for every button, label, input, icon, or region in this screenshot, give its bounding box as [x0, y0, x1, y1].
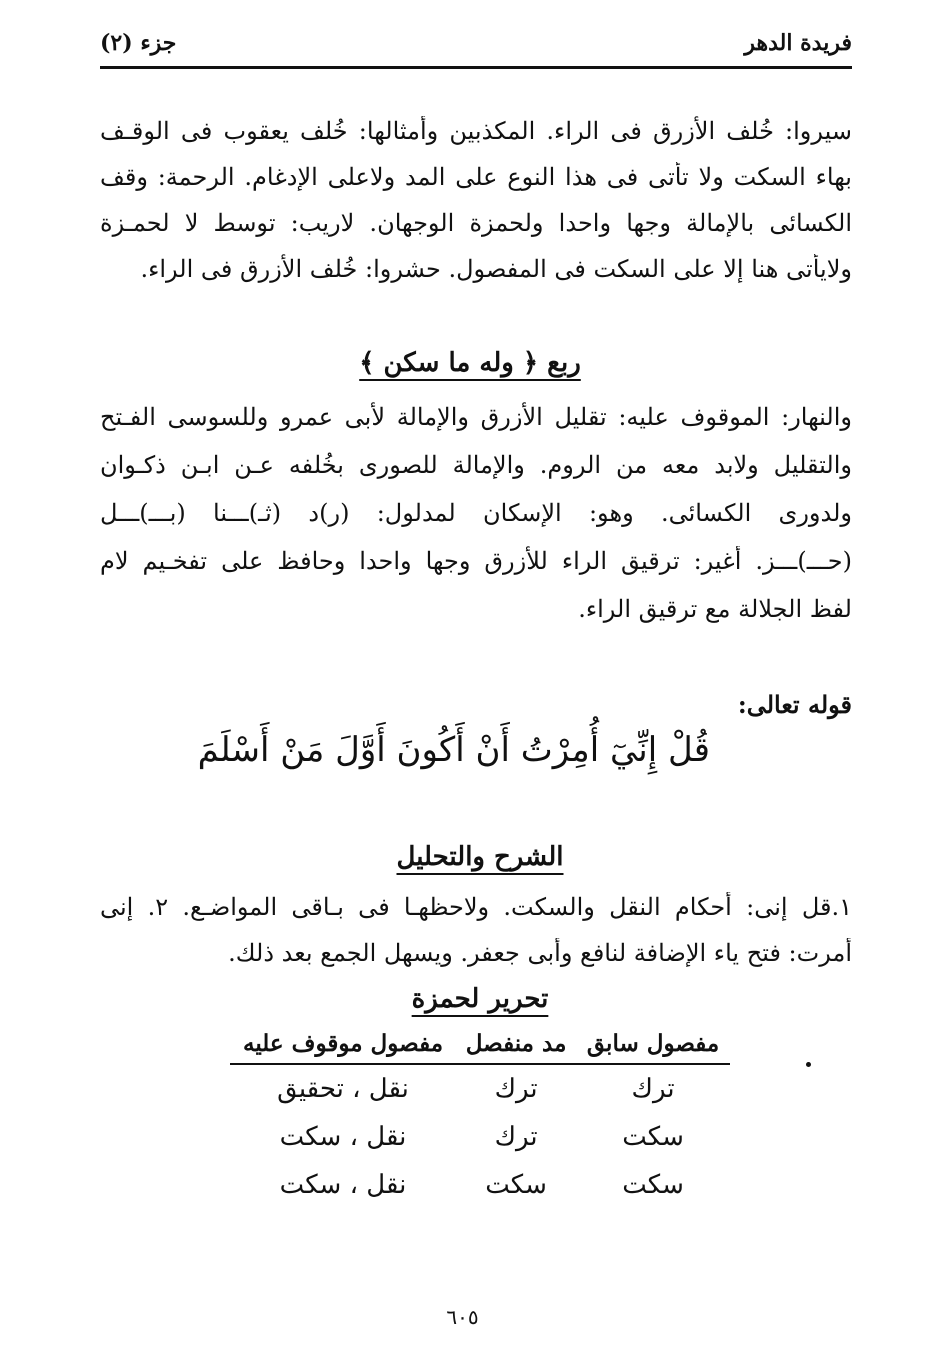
table-cell: نقل ، سكت [279, 1122, 407, 1152]
para2-line-4: (حـــ)ـــز. أغير: ترقيق الراء للأزرق وجها واحدا وحافظ على تفخـيم لام [100, 547, 852, 575]
table-cell: سكت [485, 1170, 547, 1200]
running-header [100, 28, 852, 64]
table-row [230, 1065, 730, 1113]
stray-dot [806, 1062, 811, 1067]
para3-line-1: ١.قل إنى: أحكام النقل والسكت. ولاحظهـا فى بـاقى المواضـع. ٢. إنى [100, 893, 852, 921]
header-rule [100, 66, 852, 69]
table-header-row [230, 1030, 730, 1065]
table-row [230, 1113, 730, 1161]
para2-line-3: ولدورى الكسائى. وهو: الإسكان لمدلول: (ر)د (ثـ)ـــنا (بـــ)ـــل [100, 499, 852, 527]
para2-line-1: والنهار: الموقوف عليه: تقليل الأزرق والإمالة لأبى عمرو وللسوسى الفـتح [100, 403, 852, 431]
volume-label: جزء (٢) [100, 30, 177, 56]
para3-line-2: أمرت: فتح ياء الإضافة لنافع وأبى جعفر. ويسهل الجمع بعد ذلك. [228, 939, 852, 967]
table-cell: ترك [494, 1074, 538, 1104]
quran-verse: قُلْ إِنِّيٓ أُمِرْتُ أَنْ أَكُونَ أَوَّلَ مَنْ أَسْلَمَ [197, 730, 710, 770]
column-header: مد منفصل [456, 1030, 576, 1065]
page-number: ٦٠٥ [446, 1305, 479, 1329]
sharh-heading: الشرح والتحليل [396, 842, 564, 872]
column-header: مفصول سابق [576, 1030, 730, 1065]
para1-line-1: سيروا: خُلف الأزرق فى الراء. المكذبين وأمثالها: خُلف يعقوب فى الوقـف [100, 117, 852, 145]
table-cell: ترك [494, 1122, 538, 1152]
hamza-table [230, 1030, 730, 1209]
para1-line-3: الكسائى بالإمالة وجها واحدا ولحمزة الوجهان. لاريب: توسط لا لحمـزة [100, 209, 852, 237]
section-heading: ربع ﴿ وله ما سكن ﴾ [359, 348, 581, 378]
table-cell: ترك [631, 1074, 675, 1104]
table-cell: سكت [622, 1122, 684, 1152]
table-row [230, 1161, 730, 1209]
para2-line-5: لفظ الجلالة مع ترقيق الراء. [578, 595, 852, 623]
column-header: مفصول موقوف عليه [230, 1030, 456, 1065]
table-cell: نقل ، تحقيق [277, 1074, 409, 1104]
verse-label: قوله تعالى: [737, 690, 852, 719]
para2-line-2: والتقليل ولابد معه من الروم. والإمالة للصورى بخُلفه عـن ابـن ذكـوان [100, 451, 852, 479]
table-cell: نقل ، سكت [279, 1170, 407, 1200]
para1-line-4: ولايأتى هنا إلا على السكت فى المفصول. حشروا: خُلف الأزرق فى الراء. [140, 255, 852, 283]
para1-line-2: بهاء السكت ولا تأتى فى هذا النوع على المد ولاعلى الإدغام. الرحمة: وقف [100, 163, 852, 191]
table-cell: سكت [622, 1170, 684, 1200]
book-title: فريدة الدهر [744, 30, 852, 56]
table-title: تحرير لحمزة [411, 984, 549, 1014]
